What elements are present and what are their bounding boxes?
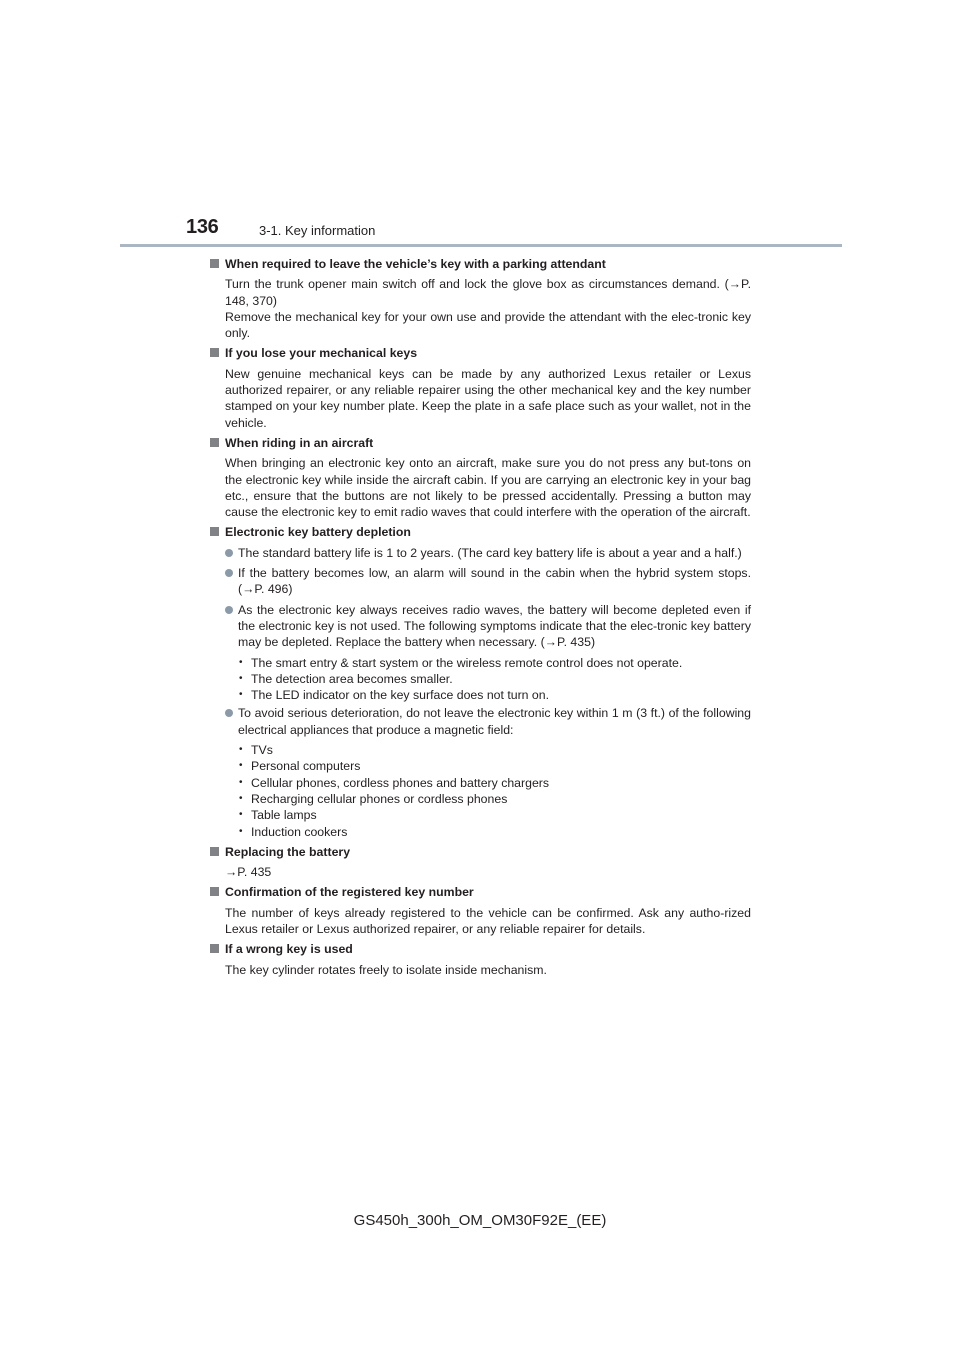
section-heading: When required to leave the vehicle’s key with a parking attendant bbox=[209, 256, 751, 272]
bullet-item: To avoid serious deterioration, do not leave the electronic key within 1 m (3 ft.) of the following electrical appliances that produce a magnetic field: bbox=[209, 705, 751, 738]
paragraph: The number of keys already registered to the vehicle can be confirmed. Ask any autho-rized Lexus retailer or Lexus authorized repairer, or any reliable repairer for details. bbox=[225, 905, 751, 936]
section-body bbox=[209, 276, 751, 341]
list-item: • Cellular phones, cordless phones and battery chargers bbox=[239, 775, 751, 791]
list-item: • Recharging cellular phones or cordless phones bbox=[239, 791, 751, 807]
section-heading: Electronic key battery depletion bbox=[209, 524, 751, 540]
section-lost-keys bbox=[209, 345, 751, 430]
square-bullet-icon bbox=[210, 847, 219, 856]
section-aircraft bbox=[209, 435, 751, 520]
section-battery-depletion bbox=[209, 524, 751, 839]
paragraph: Turn the trunk opener main switch off and lock the glove box as circumstances demand. (→P. 148, 370) bbox=[225, 277, 751, 308]
section-replacing-battery bbox=[209, 844, 751, 881]
section-body bbox=[209, 864, 751, 880]
circle-bullet-icon bbox=[225, 569, 233, 577]
page-header bbox=[0, 0, 960, 250]
list-item: • The LED indicator on the key surface does not turn on. bbox=[239, 687, 751, 703]
section-heading: Confirmation of the registered key number bbox=[209, 884, 751, 900]
bullet-item: As the electronic key always receives radio waves, the battery will become depleted even if the electronic key is not used. The following symptoms indicate that the elec-tronic key battery may be depleted. Replace the battery when necessary. (→P. 435) bbox=[209, 602, 751, 651]
bullet-item: The standard battery life is 1 to 2 years. (The card key battery life is about a year and a half.) bbox=[209, 545, 751, 561]
section-body bbox=[209, 455, 751, 520]
symptom-list bbox=[209, 655, 751, 704]
list-item: • Induction cookers bbox=[239, 824, 751, 840]
list-item: • TVs bbox=[239, 742, 751, 758]
section-heading: If a wrong key is used bbox=[209, 941, 751, 957]
paragraph: When bringing an electronic key onto an aircraft, make sure you do not press any but-tons on the electronic key while inside the aircraft cabin. If you are carrying an electronic key in your bag etc., ensure that the buttons are not likely to be pressed accidentally. Pressing a button may cause the electronic key to emit radio waves that could interfere with the operation of the aircraft. bbox=[225, 456, 751, 520]
square-bullet-icon bbox=[210, 348, 219, 357]
square-bullet-icon bbox=[210, 944, 219, 953]
circle-bullet-icon bbox=[225, 709, 233, 717]
square-bullet-icon bbox=[210, 887, 219, 896]
main-content bbox=[209, 256, 751, 982]
circle-bullet-icon bbox=[225, 606, 233, 614]
paragraph: The key cylinder rotates freely to isolate inside mechanism. bbox=[225, 962, 547, 977]
section-heading: When riding in an aircraft bbox=[209, 435, 751, 451]
square-bullet-icon bbox=[210, 438, 219, 447]
page-reference: →P. 435 bbox=[225, 865, 272, 880]
section-body bbox=[209, 366, 751, 431]
section-title: 3-1. Key information bbox=[259, 223, 376, 238]
list-item: • The smart entry & start system or the wireless remote control does not operate. bbox=[239, 655, 751, 671]
list-item: • The detection area becomes smaller. bbox=[239, 671, 751, 687]
section-wrong-key bbox=[209, 941, 751, 978]
paragraph: Remove the mechanical key for your own use and provide the attendant with the elec-tronic key only. bbox=[225, 309, 751, 341]
appliance-list bbox=[209, 742, 751, 840]
section-key-number bbox=[209, 884, 751, 937]
document-code-footer: GS450h_300h_OM_OM30F92E_(EE) bbox=[353, 1212, 607, 1229]
square-bullet-icon bbox=[210, 259, 219, 268]
section-parking-attendant bbox=[209, 256, 751, 341]
circle-bullet-icon bbox=[225, 549, 233, 557]
section-heading: Replacing the battery bbox=[209, 844, 751, 860]
section-body bbox=[209, 905, 751, 938]
page-number: 136 bbox=[186, 216, 219, 238]
list-item: • Personal computers bbox=[239, 758, 751, 774]
header-divider bbox=[120, 244, 842, 247]
paragraph: New genuine mechanical keys can be made by any authorized Lexus retailer or Lexus authorized repairer, or any reliable repairer using the other mechanical key and the key number stamped on your key number plate. Keep the plate in a safe place such as your wallet, not in the vehicle. bbox=[225, 366, 751, 430]
square-bullet-icon bbox=[210, 527, 219, 536]
section-heading: If you lose your mechanical keys bbox=[209, 345, 751, 361]
list-item: • Table lamps bbox=[239, 807, 751, 823]
bullet-item: If the battery becomes low, an alarm will sound in the cabin when the hybrid system stops. (→P. 496) bbox=[209, 565, 751, 598]
section-body bbox=[209, 962, 751, 978]
